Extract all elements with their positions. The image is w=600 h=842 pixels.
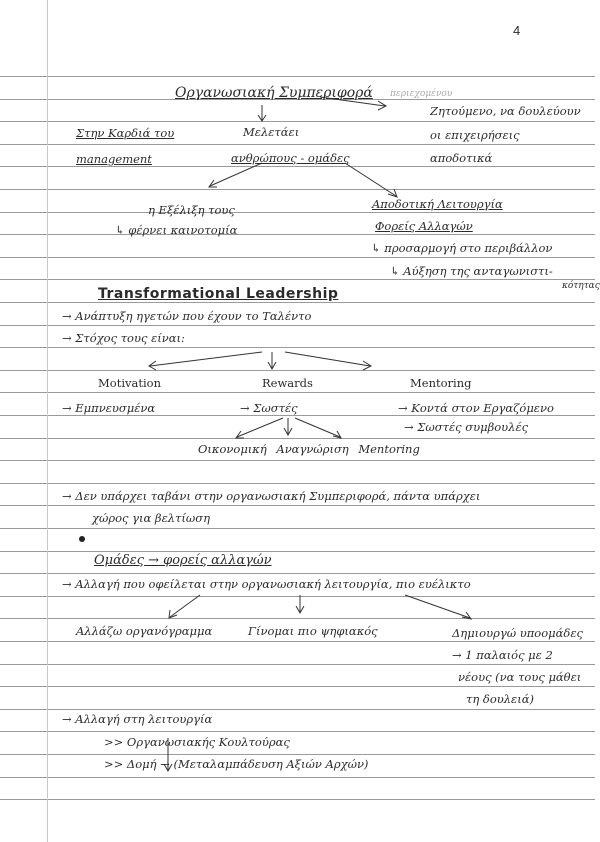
note-line-1: → Δεν υπάρχει ταβάνι στην οργανωσιακή Συμπεριφορά, πάντα υπάρχει — [62, 489, 481, 503]
leadership-line-2: → Στόχος τους είναι: — [62, 331, 185, 345]
groups-line-1: → Αλλαγή που οφείλεται στην οργανωσιακή λειτουργία, πιο ευέλικτο — [62, 577, 471, 591]
groups-col-3-sub-3: τη δουλειά) — [466, 692, 534, 706]
rewards-sub: → Σωστές — [240, 401, 298, 415]
page-title: Οργανωσιακή Συμπεριφορά — [175, 85, 373, 101]
groups-col-3-sub-2: νέους (να τους μάθει — [458, 670, 582, 684]
note-line-2: χώρος για βελτίωση — [92, 511, 211, 525]
branch-competitiveness: ↳ Αύξηση της ανταγωνιστι- — [390, 264, 553, 278]
intro-center-1: Μελετάει — [243, 125, 300, 139]
intro-right-2: οι επιχειρήσεις — [430, 128, 520, 142]
branch-innovation: ↳ φέρνει καινοτομία — [115, 223, 238, 237]
intro-left-2: management — [76, 152, 152, 166]
groups-col-2: Γίνομαι πιο ψηφιακός — [248, 624, 378, 638]
bullet-dot — [79, 536, 85, 542]
rewards-types: Οικονομική Αναγνώριση Mentoring — [198, 442, 420, 456]
branch-efficient-function: Αποδοτική Λειτουργία — [372, 197, 503, 211]
change-line-3: >> Δομή → (Μεταλαμπάδευση Αξιών Αρχών) — [104, 757, 369, 771]
groups-col-3: Δημιουργώ υποομάδες — [452, 626, 583, 640]
branch-agents-of-change: Φορείς Αλλαγών — [375, 219, 473, 233]
change-line-2: >> Οργανωσιακής Κουλτούρας — [104, 735, 290, 749]
motivation-sub: → Εμπνευσμένα — [62, 401, 156, 415]
intro-center-2: ανθρώπους - ομάδες — [231, 151, 350, 165]
leadership-line-1: → Ανάπτυξη ηγετών που έχουν το Ταλέντο — [62, 309, 312, 323]
title-note: περιεχομένου — [390, 89, 453, 99]
change-line-1: → Αλλαγή στη λειτουργία — [62, 712, 213, 726]
intro-right-1: Ζητούμενο, να δουλεύουν — [430, 104, 581, 118]
branch-evolution: η Εξέλιξη τους — [148, 203, 235, 217]
section-heading-groups: Ομάδες → φορείς αλλαγών — [94, 553, 272, 568]
groups-col-1: Αλλάζω οργανόγραμμα — [76, 624, 213, 638]
page-number: 4 — [513, 23, 521, 38]
mentoring-sub-2: → Σωστές συμβουλές — [404, 420, 529, 434]
branch-competitiveness-cont: κότητας — [562, 281, 600, 291]
intro-left-1: Στην Καρδιά του — [76, 126, 175, 140]
col-mentoring: Mentoring — [410, 376, 472, 390]
section-heading-leadership: Transformational Leadership — [98, 286, 339, 302]
groups-col-3-sub-1: → 1 παλαιός με 2 — [452, 648, 553, 662]
mentoring-sub-1: → Κοντά στον Εργαζόμενο — [398, 401, 554, 415]
col-motivation: Motivation — [98, 376, 161, 390]
col-rewards: Rewards — [262, 376, 313, 390]
intro-right-3: αποδοτικά — [430, 151, 493, 165]
branch-adaptation: ↳ προσαρμογή στο περιβάλλον — [371, 241, 553, 255]
